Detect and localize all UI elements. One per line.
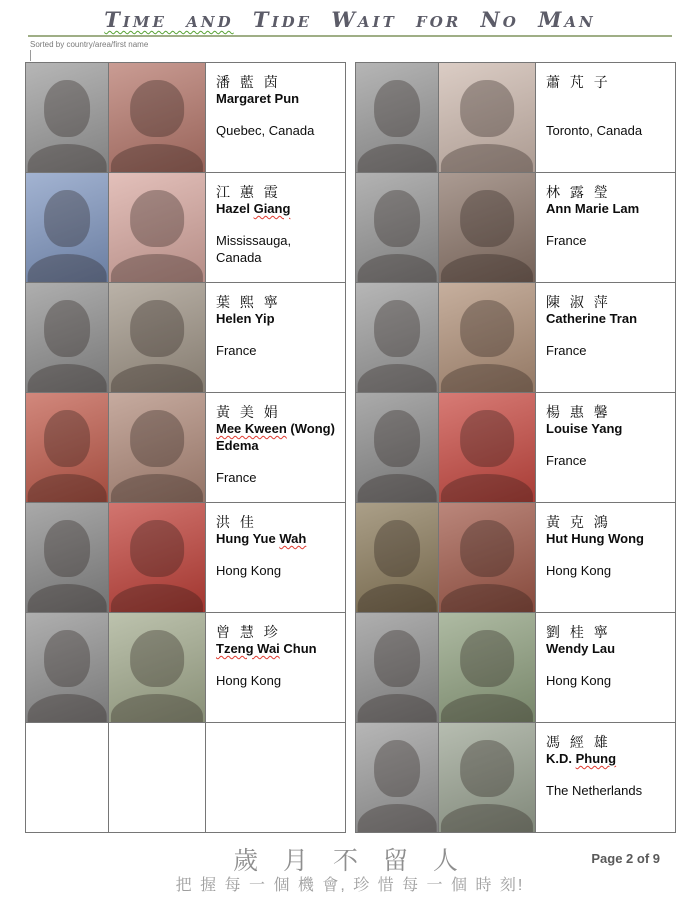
current-photo	[439, 283, 536, 393]
english-name	[546, 91, 669, 108]
member-info	[206, 613, 346, 723]
member-info	[536, 63, 676, 173]
member-info	[536, 723, 676, 833]
young-photo	[26, 283, 109, 393]
photo-table-right	[355, 62, 676, 833]
page-number: Page 2 of 9	[591, 851, 660, 866]
location: France	[546, 453, 587, 469]
english-name-part: (Wong) Edema	[216, 421, 335, 454]
english-name	[216, 641, 339, 658]
young-photo	[356, 63, 439, 173]
chinese-name: 曾 慧 珍	[216, 624, 281, 640]
english-name-part: Wendy Lau	[546, 641, 616, 657]
page-title-part: Tide Wait for No Man	[233, 7, 596, 32]
member-info	[536, 613, 676, 723]
location: Quebec, Canada	[216, 123, 315, 139]
current-photo	[109, 503, 206, 613]
member-info	[536, 393, 676, 503]
chinese-name: 楊 惠 馨	[546, 404, 611, 420]
member-info	[206, 63, 346, 173]
header-rule	[28, 35, 672, 37]
location: Hong Kong	[546, 673, 612, 689]
english-name	[546, 201, 669, 218]
member-info	[536, 503, 676, 613]
footer-chinese-title: 歲 月 不 留 人	[233, 847, 467, 875]
member-info	[536, 283, 676, 393]
current-photo	[109, 283, 206, 393]
member-info	[206, 503, 346, 613]
chinese-name: 葉 熙 寧	[216, 294, 281, 310]
english-name-part: Phung	[575, 751, 617, 767]
member-info	[206, 173, 346, 283]
location: France	[546, 343, 587, 359]
english-name	[546, 421, 669, 438]
member-info	[536, 173, 676, 283]
young-photo	[356, 283, 439, 393]
young-photo	[26, 613, 109, 723]
location: Hong Kong	[546, 563, 612, 579]
english-name-part: Ann Marie Lam	[546, 201, 640, 217]
location: France	[546, 233, 587, 249]
english-name	[546, 531, 669, 548]
english-name	[216, 421, 339, 455]
text-cursor	[30, 50, 31, 61]
english-name	[546, 641, 669, 658]
footer-chinese-motto: 把 握 每 一 個 機 會, 珍 惜 每 一 個 時 刻!	[175, 877, 525, 894]
young-photo	[26, 63, 109, 173]
english-name-part: Hung Yue	[216, 531, 280, 547]
english-name-part: Wah	[279, 531, 307, 547]
english-name-part: Chun	[279, 641, 317, 657]
english-name-part: Margaret Pun	[216, 91, 300, 107]
english-name-part: Louise Yang	[546, 421, 623, 437]
chinese-name: 黃 美 娟	[216, 404, 281, 420]
young-photo	[356, 723, 439, 833]
english-name	[546, 311, 669, 328]
member-tables	[25, 62, 676, 833]
current-photo	[439, 63, 536, 173]
english-name-part: Catherine Tran	[546, 311, 638, 327]
chinese-name: 江 蕙 霞	[216, 184, 281, 200]
photo-table-left	[25, 62, 346, 833]
location: France	[216, 469, 257, 485]
young-photo	[26, 503, 109, 613]
current-photo	[109, 63, 206, 173]
current-photo	[109, 613, 206, 723]
member-info	[206, 283, 346, 393]
member-info	[206, 393, 346, 503]
chinese-name: 馮 經 雄	[546, 734, 611, 750]
location: Mississauga, Canada	[216, 233, 292, 266]
young-photo	[26, 723, 109, 833]
chinese-name: 林 露 瑩	[546, 184, 611, 200]
page-title	[0, 0, 700, 32]
english-name	[216, 201, 339, 218]
young-photo	[356, 393, 439, 503]
chinese-name: 黃 克 鴻	[546, 514, 611, 530]
current-photo	[109, 723, 206, 833]
sort-note: Sorted by country/area/first name	[30, 40, 149, 49]
english-name-part: Giang	[253, 201, 291, 217]
english-name-part: K.D.	[546, 751, 576, 767]
location: Hong Kong	[216, 563, 282, 579]
chinese-name: 陳 淑 萍	[546, 294, 611, 310]
member-info	[206, 723, 346, 833]
english-name-part: Helen Yip	[216, 311, 275, 327]
english-name	[216, 91, 339, 108]
current-photo	[439, 723, 536, 833]
current-photo	[439, 393, 536, 503]
young-photo	[26, 173, 109, 283]
current-photo	[439, 613, 536, 723]
young-photo	[356, 613, 439, 723]
chinese-name: 蕭 芃 子	[546, 74, 611, 90]
location: The Netherlands	[546, 783, 643, 799]
english-name	[216, 531, 339, 548]
young-photo	[356, 503, 439, 613]
chinese-name: 洪 佳	[216, 514, 257, 530]
english-name	[216, 311, 339, 328]
chinese-name: 劉 桂 寧	[546, 624, 611, 640]
english-name-part: Hut Hung Wong	[546, 531, 644, 547]
young-photo	[356, 173, 439, 283]
young-photo	[26, 393, 109, 503]
current-photo	[109, 393, 206, 503]
current-photo	[109, 173, 206, 283]
current-photo	[439, 503, 536, 613]
chinese-name: 潘 藍 茵	[216, 74, 281, 90]
english-name-part: Hazel	[216, 201, 254, 217]
english-name	[546, 751, 669, 768]
location: France	[216, 343, 257, 359]
location: Toronto, Canada	[546, 123, 643, 139]
english-name-part: Mee Kween	[216, 421, 287, 437]
current-photo	[439, 173, 536, 283]
page-title-part: Time and	[104, 7, 234, 32]
location: Hong Kong	[216, 673, 282, 689]
english-name-part: Tzeng Wai	[216, 641, 280, 657]
